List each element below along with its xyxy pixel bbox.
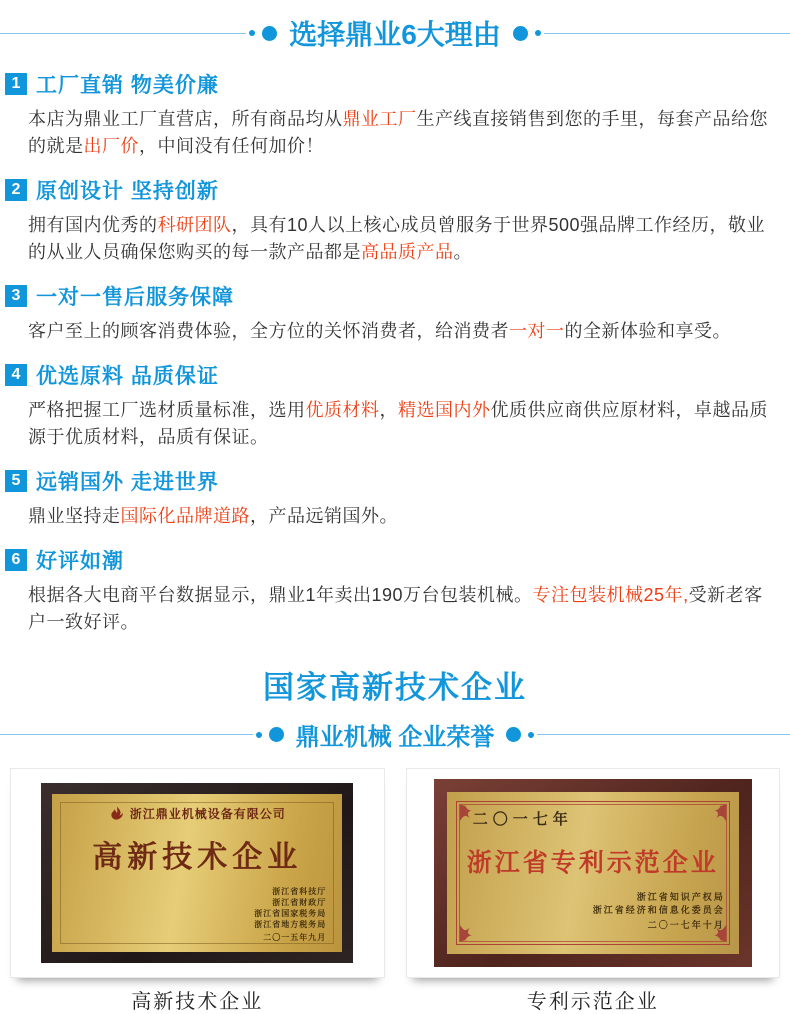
- header-line-left: [0, 33, 246, 34]
- page-title: 选择鼎业6大理由: [289, 19, 501, 50]
- plaque-title: 高新技术企业: [92, 841, 303, 874]
- reason-heading: 好评如潮: [36, 550, 124, 573]
- number-badge: 4: [5, 364, 27, 386]
- hi-tech-plaque-image: [41, 783, 353, 963]
- reason-item-4: [5, 360, 782, 451]
- reason-title-row: [5, 360, 782, 390]
- small-dot-icon: [249, 30, 255, 36]
- issuer-line: 浙江省经济和信息化委员会: [592, 905, 725, 915]
- honor-sub-title: 鼎业机械 企业荣誉: [295, 724, 495, 751]
- reason-item-5: [5, 466, 782, 530]
- plaque-title: 浙江省专利示范企业: [466, 849, 719, 877]
- issuer-line: 浙江省地方税务局: [254, 920, 327, 929]
- reason-list: [0, 69, 790, 636]
- big-dot-icon: [262, 26, 277, 41]
- section-header-honor: [0, 717, 790, 752]
- reason-item-1: [5, 69, 782, 160]
- certificate-card-patent: [406, 768, 781, 978]
- plaque-company-name: 浙江鼎业机械设备有限公司: [129, 807, 286, 821]
- reason-body: 拥有国内优秀的科研团队，具有10人以上核心成员曾服务于世界500强品牌工作经历，敬业的从业人员确保您购买的每一款产品都是高品质产品。: [28, 215, 766, 262]
- reason-body: 客户至上的顾客消费体验，全方位的关怀消费者，给消费者一对一的全新体验和享受。: [28, 321, 731, 341]
- reason-item-6: [5, 545, 782, 636]
- certificate-card-hi-tech: [10, 768, 385, 978]
- reason-body: 根据各大电商平台数据显示，鼎业1年卖出190万台包装机械。专注包装机械25年,受新老客户一致好评。: [28, 585, 763, 632]
- reason-item-2: [5, 175, 782, 266]
- certificate-row: [0, 768, 790, 978]
- patent-plaque-image: [434, 779, 752, 967]
- reason-heading: 原创设计 坚持创新: [36, 180, 219, 203]
- small-dot-icon: [528, 732, 534, 738]
- certificate-captions: [0, 985, 790, 1014]
- big-dot-icon: [513, 26, 528, 41]
- reason-item-3: [5, 281, 782, 345]
- reason-heading: 优选原料 品质保证: [36, 365, 219, 388]
- corner-flourish-icon: [458, 923, 478, 943]
- header-line-left: [0, 734, 253, 735]
- number-badge: 3: [5, 285, 27, 307]
- reason-title-row: [5, 175, 782, 205]
- reason-title-row: [5, 545, 782, 575]
- plaque-company-row: [52, 805, 342, 822]
- small-dot-icon: [535, 30, 541, 36]
- plaque-issuers: [52, 886, 342, 943]
- issuer-line: 浙江省科技厅: [272, 887, 327, 896]
- corner-flourish-icon: [458, 803, 478, 823]
- big-dot-icon: [269, 727, 284, 742]
- certificate-caption: 高新技术企业: [131, 991, 264, 1013]
- reason-body: 本店为鼎业工厂直营店，所有商品均从鼎业工厂生产线直接销售到您的手里，每套产品给您的就是出厂价，中间没有任何加价！: [28, 109, 768, 156]
- number-badge: 1: [5, 73, 27, 95]
- plaque-issuers: [447, 891, 739, 932]
- issuer-line: 浙江省知识产权局: [636, 892, 725, 902]
- number-badge: 2: [5, 179, 27, 201]
- plaque-date: 二〇一五年九月: [263, 933, 327, 942]
- issuer-line: 浙江省国家税务局: [254, 909, 327, 918]
- reason-title-row: [5, 69, 782, 99]
- header-line-right: [544, 33, 790, 34]
- header-line-right: [537, 734, 790, 735]
- reason-title-row: [5, 466, 782, 496]
- certificate-caption: 专利示范企业: [526, 991, 659, 1013]
- reason-heading: 工厂直销 物美价廉: [36, 74, 219, 97]
- issuer-line: 浙江省财政厅: [272, 898, 327, 907]
- reason-body: 严格把握工厂选材质量标准，选用优质材料，精选国内外优质供应商供应原材料，卓越品质源于优质材料，品质有保证。: [28, 400, 768, 447]
- section-header-reasons: [0, 0, 790, 69]
- reason-title-row: [5, 281, 782, 311]
- honor-main-title: 国家高新技术企业: [263, 670, 527, 705]
- big-dot-icon: [506, 727, 521, 742]
- corner-flourish-icon: [708, 923, 728, 943]
- small-dot-icon: [256, 732, 262, 738]
- number-badge: 5: [5, 470, 27, 492]
- plaque-date: 二〇一七年十月: [647, 920, 725, 930]
- corner-flourish-icon: [708, 803, 728, 823]
- number-badge: 6: [5, 549, 27, 571]
- reason-heading: 一对一售后服务保障: [36, 286, 234, 309]
- flame-logo-icon: [109, 806, 125, 822]
- plaque-year: 二〇一七年: [472, 811, 573, 828]
- reason-heading: 远销国外 走进世界: [36, 471, 219, 494]
- reason-body: 鼎业坚持走国际化品牌道路，产品远销国外。: [28, 506, 398, 526]
